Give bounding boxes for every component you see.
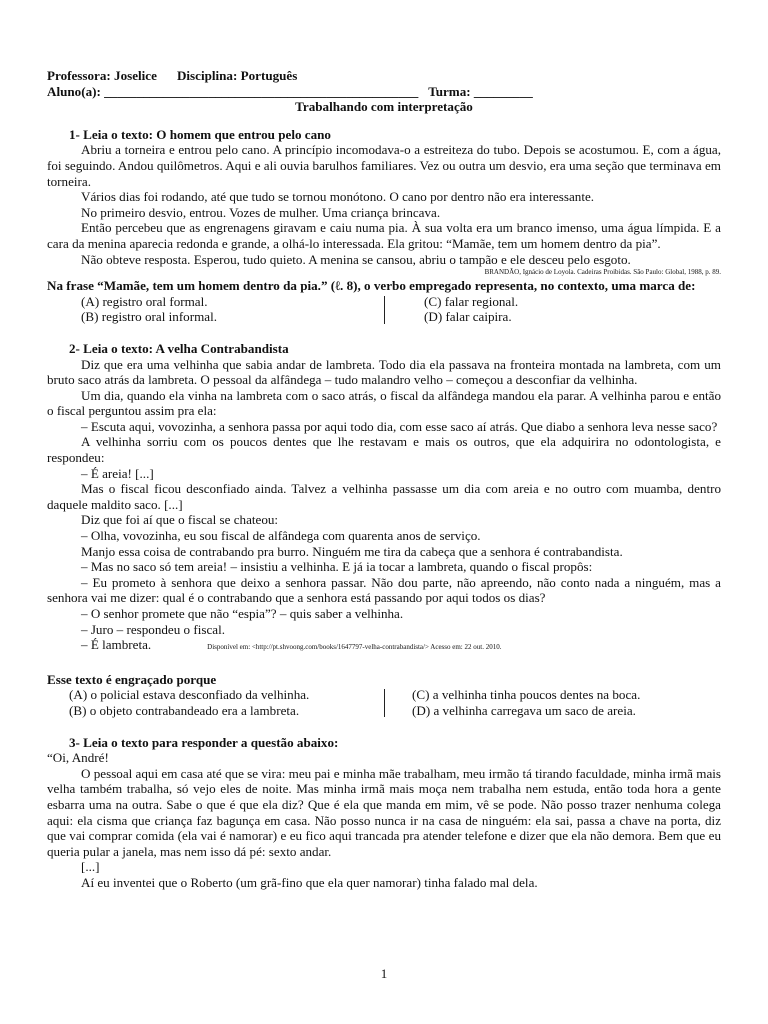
q2-paragraph: – Eu prometo à senhora que deixo a senhora passar. Não dou parte, não apreendo, não conto nada a ninguém, mas a senhora vai me dizer: qual é o contrabando que a senhora está passando por aqui todos os dias? xyxy=(47,574,721,606)
q3-paragraph: O pessoal aqui em casa até que se vira: meu pai e minha mãe trabalham, meu irmão tá tirando faculdade, minha irmã mais velha também trabalha, só vejo eles de noite. Mas minha irmã mais moça nem trabalha nem estuda, então toda hora a gente esbarra uma na outra. Sabe o que é que ela diz? Que é ela que manda em mim, vê se pode. Não posso trazer nenhuma colega aqui: ela cisma que criança faz bagunça em casa. Não posso nunca ir na casa de ninguém: ela sai, passa a chave na porta, diz que vai comprar comida (ela vai é namorar) e eu fico aqui trancada pra atender telefone e dizer que ela não demora. Bem que eu queria pular a janela, mas nem isso dá pé: sexto andar. xyxy=(47,765,721,859)
q1-option-c: (C) falar regional. xyxy=(424,293,519,309)
q1-paragraph: Abriu a torneira e entrou pelo cano. A princípio incomodava-o a estreiteza do tubo. Depois se acostumou. E, com a água, foi seguindo. Andou quilômetros. Aqui e ali ouvia barulhos familiares. Vez ou outra um desvio, era uma seção que terminava em torneira. xyxy=(47,142,721,189)
q2-question: Esse texto é engraçado porque xyxy=(47,671,217,687)
q3-heading: 3- Leia o texto para responder a questão abaixo: xyxy=(69,734,339,750)
student-field: Aluno(a): ________________________________________________ xyxy=(47,83,419,99)
q1-paragraph: No primeiro desvio, entrou. Vozes de mulher. Uma criança brincava. xyxy=(81,204,441,220)
q1-source: BRANDÃO, Ignácio de Loyola. Cadeiras Proibidas. São Paulo: Global, 1988, p. 89. xyxy=(484,268,721,277)
q2-paragraph: – É areia! [...] xyxy=(81,465,154,481)
q2-paragraph: – Mas no saco só tem areia! – insistiu a velhinha. E já ia tocar a lambreta, quando o fiscal propôs: xyxy=(81,559,593,575)
class-field: Turma: _________ xyxy=(428,83,533,99)
q2-paragraph: Mas o fiscal ficou desconfiado ainda. Talvez a velhinha passasse um dia com areia e no outro com muamba, dentro daquele maldito saco. [...] xyxy=(47,481,721,512)
q1-option-d: (D) falar caipira. xyxy=(424,309,512,325)
q2-option-b: (B) o objeto contrabandeado era a lambreta. xyxy=(69,702,300,718)
q2-paragraph: – Olha, vovozinha, eu sou fiscal de alfândega com quarenta anos de serviço. xyxy=(81,528,481,544)
q2-paragraph: – O senhor promete que não “espia”? – quis saber a velhinha. xyxy=(81,606,404,621)
q2-paragraph: – Escuta aqui, vovozinha, a senhora passa por aqui todo dia, com esse saco aí atrás. Que diabo a senhora leva nesse saco? xyxy=(81,418,718,434)
q2-paragraph: Manjo essa coisa de contrabando pra burro. Ninguém me tira da cabeça que a senhora é contrabandista. xyxy=(81,543,623,559)
q2-options-divider xyxy=(384,689,385,717)
q3-greeting: “Oi, André! xyxy=(47,750,109,766)
q1-options-left xyxy=(47,294,378,325)
q2-options xyxy=(47,687,721,718)
q2-last-line xyxy=(47,637,721,656)
q1-heading: 1- Leia o texto: O homem que entrou pelo cano xyxy=(69,126,331,142)
q1-paragraph: Não obteve resposta. Esperou, tudo quieto. A menina se cansou, abriu o tampão e ele desceu pelo esgoto. xyxy=(81,251,631,267)
q2-paragraph: Diz que foi aí que o fiscal se chateou: xyxy=(81,512,279,528)
q1-options-right xyxy=(378,294,721,325)
q3-paragraph: Aí eu inventei que o Roberto (um grã-fino que ela quer namorar) tinha falado mal dela. xyxy=(81,874,538,890)
teacher-label: Professora: Joselice xyxy=(47,68,157,83)
q2-option-d: (D) a velhinha carregava um saco de areia. xyxy=(412,702,636,718)
page-title: Trabalhando com interpretação xyxy=(295,99,473,115)
page-number: 1 xyxy=(380,966,388,981)
q2-paragraph: Um dia, quando ela vinha na lambreta com o saco atrás, o fiscal da alfândega mandou ela parar. A velhinha parou e então o fiscal perguntou assim pra ela: xyxy=(47,387,721,419)
q1-option-b: (B) registro oral informal. xyxy=(81,309,217,325)
q1-option-a: (A) registro oral formal. xyxy=(81,293,208,309)
q2-option-a: (A) o policial estava desconfiado da velhinha. xyxy=(69,687,310,703)
q2-paragraph: Diz que era uma velhinha que sabia andar de lambreta. Todo dia ela passava na fronteira montada na lambreta, com um bruto saco atrás da lambreta. O pessoal da alfândega – tudo malandro velho – começou a desconfiar da velhinha. xyxy=(47,356,721,388)
header-line-2 xyxy=(47,84,721,100)
q2-heading: 2- Leia o texto: A velha Contrabandista xyxy=(69,340,289,356)
q1-options xyxy=(47,294,721,325)
q2-options-right xyxy=(378,687,721,718)
q2-paragraph: – É lambreta. xyxy=(81,637,152,653)
q3-paragraph: [...] xyxy=(81,859,100,875)
q1-options-divider xyxy=(384,296,385,324)
q1-question: Na frase “Mamãe, tem um homem dentro da pia.” (ℓ. 8), o verbo empregado representa, no contexto, uma marca de: xyxy=(47,278,696,294)
q2-source: Disponível em: <http://pt.shvoong.com/books/1647797-velha-contrabandista/> Acesso em: 22 out. 2010. xyxy=(207,643,502,652)
q2-paragraph: A velhinha sorriu com os poucos dentes que lhe restavam e mais os outros, que ela adquirira no odontologista, e respondeu: xyxy=(47,434,721,466)
document-body xyxy=(47,68,721,891)
q1-paragraph: Então percebeu que as engrenagens giravam e caiu numa pia. À sua volta era um branco imenso, uma água límpida. E a cara da menina aparecia redonda e grande, a olhá-lo interessada. Ela gritou: “Mamãe, tem um homem dentro da pia”. xyxy=(47,220,721,251)
q2-options-left xyxy=(47,687,378,718)
subject-label: Disciplina: Português xyxy=(176,68,298,83)
q2-option-c: (C) a velhinha tinha poucos dentes na boca. xyxy=(412,687,641,703)
q1-paragraph: Vários dias foi rodando, até que tudo se tornou monótono. O cano por dentro não era interessante. xyxy=(81,189,595,205)
header-line-1 xyxy=(47,68,721,84)
q2-paragraph: – Juro – respondeu o fiscal. xyxy=(81,621,225,637)
